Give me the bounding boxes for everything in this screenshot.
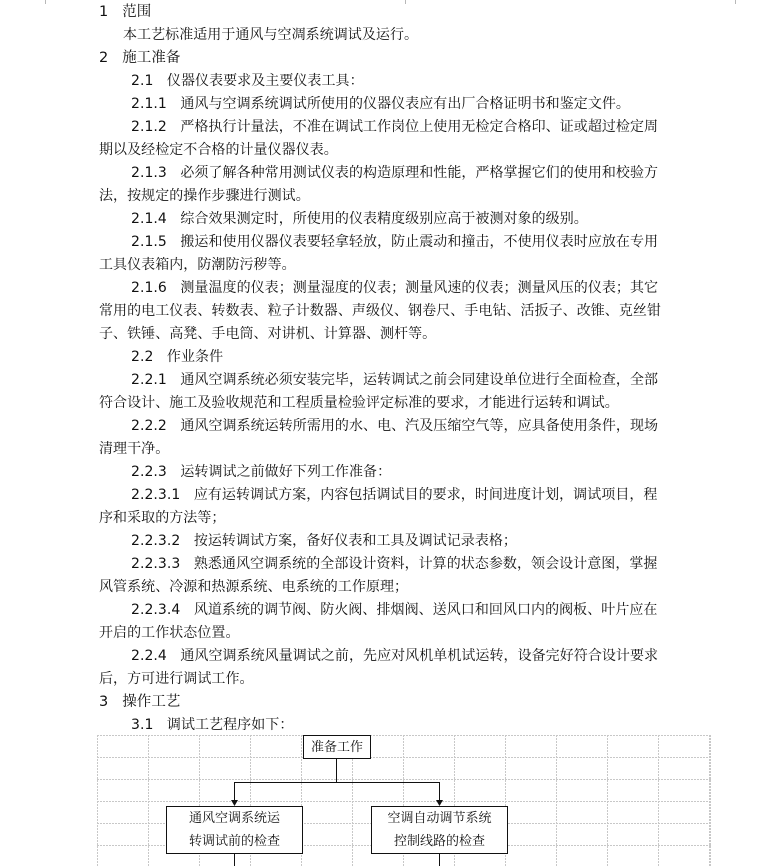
subsection-heading: 3.1 调试工艺程序如下：: [131, 717, 294, 733]
margin-mark: [45, 0, 46, 4]
subsection-heading: 2.1 仪器仪表要求及主要仪表工具：: [131, 73, 364, 89]
paragraph-line: 2.2.2 通风空调系统运转所需用的水、电、汽及压缩空气等，应具备使用条件，现场: [131, 418, 659, 434]
flowchart: [97, 735, 711, 866]
paragraph-line: 后，方可进行调试工作。: [99, 671, 254, 687]
paragraph-line: 符合设计、施工及验收规范和工程质量检验评定标准的要求，才能进行运转和调试。: [99, 395, 619, 411]
paragraph-line: 工具仪表箱内，防潮防污秽等。: [99, 257, 296, 273]
flowchart-right-box: [371, 806, 508, 854]
paragraph-line: 清理干净。: [99, 441, 170, 457]
paragraph-line: 期以及经检定不合格的计量仪器仪表。: [99, 142, 338, 158]
paragraph-line: 2.2.3.1 应有运转调试方案，内容包括调试目的要求，时间进度计划，调试项目，程: [131, 487, 658, 503]
flowchart-right-line2: 控制线路的检查: [393, 834, 485, 849]
flowchart-start-label: 准备工作: [310, 740, 363, 755]
paragraph-line: 2.2.1 通风空调系统必须安装完毕，运转调试之前会同建设单位进行全面检查，全部: [131, 372, 659, 388]
paragraph-line: 2.1.4 综合效果测定时，所使用的仪表精度级别应高于被测对象的级别。: [131, 211, 588, 227]
paragraph-line: 2.1.6 测量温度的仪表；测量湿度的仪表；测量风速的仪表；测量风压的仪表；其它: [131, 280, 659, 296]
paragraph-line: 2.2.4 通风空调系统风量调试之前，先应对风机单机试运转，设备完好符合设计要求: [131, 648, 659, 664]
paragraph-line: 2.2.3.3 熟悉通风空调系统的全部设计资料，计算的状态参数，领会设计意图，掌握: [131, 556, 658, 572]
flowchart-left-box: [166, 806, 303, 854]
paragraph-line: 2.1.3 必须了解各种常用测试仪表的构造原理和性能，严格掌握它们的使用和校验方: [131, 165, 659, 181]
flowchart-left-line2: 转调试前的检查: [188, 834, 280, 849]
section-heading: 2 施工准备: [99, 50, 181, 66]
flowchart-left-line1: 通风空调系统运: [188, 811, 280, 826]
paragraph-line: 子、铁锤、高凳、手电筒、对讲机、计算器、测杆等。: [99, 326, 437, 342]
section-heading: 3 操作工艺: [99, 694, 181, 710]
section-heading: 1 范围: [99, 4, 152, 20]
paragraph-line: 开启的工作状态位置。: [99, 625, 240, 641]
margin-mark: [735, 0, 736, 4]
paragraph-line: 风管系统、冷源和热源系统、电系统的工作原理；: [99, 579, 409, 595]
paragraph-line: 常用的电工仪表、转数表、粒子计数器、声级仪、钢卷尺、手电钻、活扳子、改锥、克丝钳: [99, 303, 661, 319]
paragraph-line: 2.1.5 搬运和使用仪器仪表要轻拿轻放，防止震动和撞击，不使用仪表时应放在专用: [131, 234, 659, 250]
flowchart-start-box: [303, 735, 371, 759]
paragraph-line: 序和采取的方法等；: [99, 510, 226, 526]
subsection-heading: 2.2 作业条件: [131, 349, 224, 365]
paragraph-line: 2.2.3.2 按运转调试方案，备好仪表和工具及调试记录表格；: [131, 533, 517, 549]
flowchart-right-line1: 空调自动调节系统: [387, 811, 492, 826]
paragraph-line: 2.1.1 通风与空调系统调试所使用的仪器仪表应有出厂合格证明书和鉴定文件。: [131, 96, 630, 112]
paragraph-line: 2.1.2 严格执行计量法，不准在调试工作岗位上使用无检定合格印、证或超过检定周: [131, 119, 659, 135]
paragraph-line: 本工艺标准适用于通风与空凋系统调试及运行。: [123, 27, 419, 43]
paragraph-line: 法，按规定的操作步骤进行测试。: [99, 188, 310, 204]
paragraph-line: 2.2.3.4 风道系统的调节阀、防火阀、排烟阀、送风口和回风口内的阀板、叶片应在: [131, 602, 658, 618]
paragraph-line: 2.2.3 运转调试之前做好下列工作准备：: [131, 464, 392, 480]
